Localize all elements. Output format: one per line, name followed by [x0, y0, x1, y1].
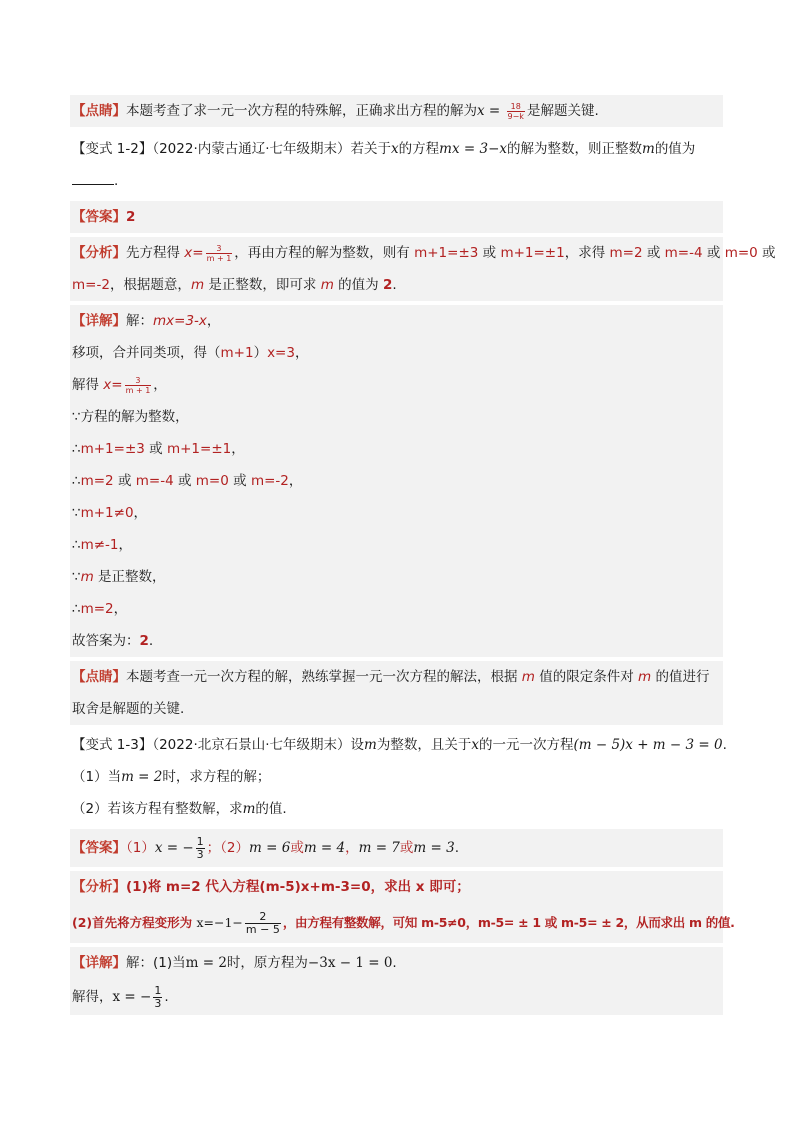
analysis-tag: 【分析】 [72, 245, 126, 261]
analysis-line-2: m=-2，根据题意，m 是正整数，即可求 m 的值为 2. [70, 269, 723, 301]
detail-line-5: ∴m+1=±3 或 m+1=±1， [70, 433, 723, 465]
variant-1-3-part-1: （1）当m = 2时，求方程的解； [70, 761, 723, 793]
detail-2-line-2: 解得，x = − $\frac{1}{3}$ . [70, 979, 723, 1015]
analysis-2-line-2: (2)首先将方程变形为 x=−1− $\frac{2}{m - 5}$ ，由方程有整数解，可知 m-5≠0，m-5= ± 1 或 m-5= ± 2，从而求出 m 的值. [70, 903, 723, 943]
detail-line-11: 故答案为：2. [70, 625, 723, 657]
dianjing-tag: 【点睛】 [72, 103, 126, 119]
detail-line-10: ∴m=2， [70, 593, 723, 625]
dianjing-note-2-line-1: 【点睛】本题考查一元一次方程的解，熟练掌握一元一次方程的解法，根据 m 值的限定条件对 m 的值进行 [70, 661, 723, 693]
variant-1-3-question: 【变式 1-3】（2022·北京石景山·七年级期末）设m为整数，且关于x的一元一次方程(m − 5)x + m − 3 = 0. [70, 729, 723, 761]
detail-tag: 【详解】 [72, 313, 126, 329]
detail-tag: 【详解】 [72, 955, 126, 971]
answer-blank [72, 170, 114, 185]
dianjing-note-1: 【点睛】本题考查了求一元一次方程的特殊解，正确求出方程的解为x = $\frac{18}{9-k}$ 是解题关键. [70, 95, 723, 127]
fraction: $\frac{18}{9-k}$ [507, 101, 524, 121]
source-label: （2022·内蒙古通辽·七年级期末） [152, 141, 351, 157]
fraction: $\frac{3}{m + 1}$ [125, 375, 151, 395]
document-page [70, 95, 776, 1015]
detail-line-1: 【详解】解：mx=3-x， [70, 305, 723, 337]
answer-value: 2 [126, 209, 136, 225]
fraction: $\frac{1}{3}$ [154, 983, 162, 1010]
source-label: （2022·北京石景山·七年级期末） [152, 737, 351, 753]
analysis-line-1: 【分析】先方程得 x= $\frac{3}{m + 1}$ ，再由方程的解为整数，则有 m+1=±3 或 m+1=±1，求得 m=2 或 m=-4 或 m=0 或 [70, 237, 723, 269]
detail-line-7: ∵m+1≠0， [70, 497, 723, 529]
analysis-2-line-1: 【分析】(1)将 m=2 代入方程(m-5)x+m-3=0，求出 x 即可； [70, 871, 723, 903]
detail-line-9: ∵m 是正整数， [70, 561, 723, 593]
detail-line-6: ∴m=2 或 m=-4 或 m=0 或 m=-2， [70, 465, 723, 497]
variant-tag: 【变式 1-3】 [72, 737, 153, 753]
answer-blank-line: . [70, 165, 723, 197]
answer-line-2: 【答案】（1）x = − $\frac{1}{3}$ ；（2）m = 6或m = 4，m = 7或m = 3. [70, 829, 723, 867]
variant-1-2-question: 【变式 1-2】（2022·内蒙古通辽·七年级期末）若关于x的方程mx = 3−x的解为整数，则正整数m的值为 [70, 133, 723, 165]
fraction: $\frac{3}{m + 1}$ [206, 243, 232, 263]
variant-tag: 【变式 1-2】 [72, 141, 153, 157]
detail-line-3: 解得 x= $\frac{3}{m + 1}$ ， [70, 369, 723, 401]
answer-tag: 【答案】 [72, 209, 126, 225]
dianjing-note-2-line-2: 取舍是解题的关键. [70, 693, 723, 725]
dianjing-tag: 【点睛】 [72, 669, 126, 685]
detail-line-4: ∵方程的解为整数， [70, 401, 723, 433]
answer-line [70, 201, 723, 233]
fraction: $\frac{2}{m - 5}$ [245, 909, 280, 936]
detail-line-8: ∴m≠-1， [70, 529, 723, 561]
answer-tag: 【答案】 [72, 840, 126, 856]
detail-line-2: 移项，合并同类项，得（m+1）x=3， [70, 337, 723, 369]
fraction: $\frac{1}{3}$ [196, 834, 204, 861]
variant-1-3-part-2: （2）若该方程有整数解，求m的值. [70, 793, 723, 825]
detail-2-line-1: 【详解】解：(1)当m = 2时，原方程为−3x − 1 = 0. [70, 947, 723, 979]
analysis-tag: 【分析】 [72, 879, 126, 895]
